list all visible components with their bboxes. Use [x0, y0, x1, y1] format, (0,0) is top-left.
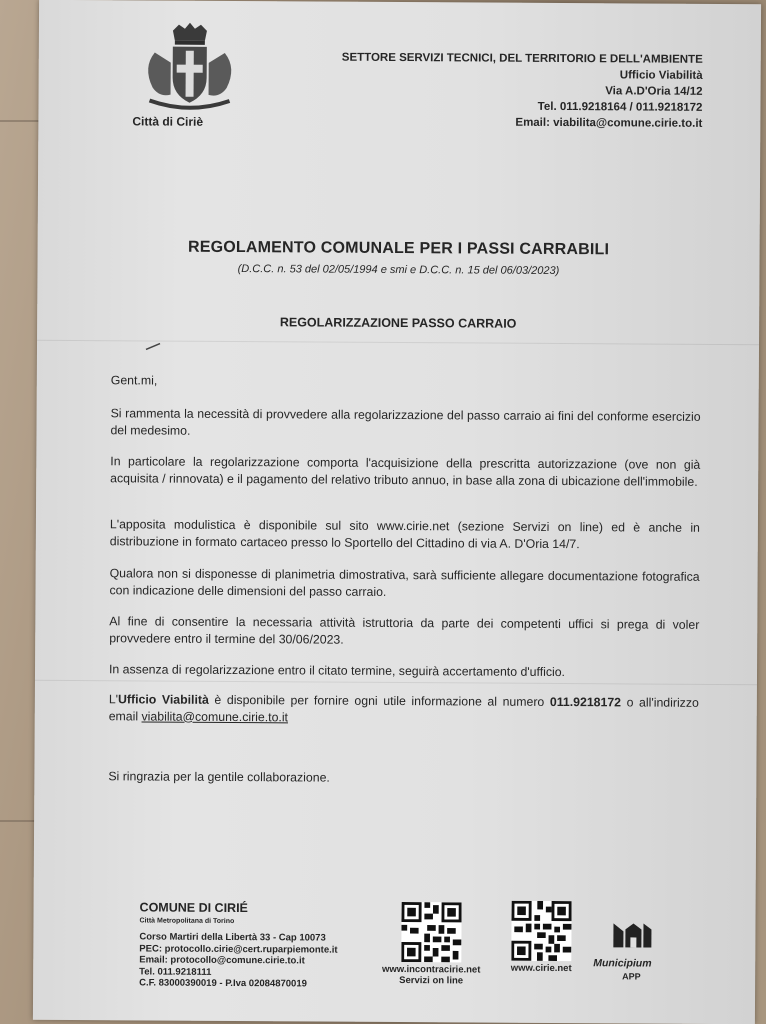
office-phone: Tel. 011.9218164 / 011.9218172	[537, 100, 703, 114]
tile-joint	[0, 120, 40, 122]
qr1-url: www.incontracirie.net	[381, 963, 481, 976]
paragraph-7	[109, 691, 699, 728]
footer-comune: COMUNE DI CIRIÉ	[139, 900, 248, 916]
paragraph-5: Al fine di consentire la necessaria attività istruttoria da parte dei competenti uffici si prega di voler provvedere entro il termine del 30/06/2023.	[109, 614, 700, 647]
qr1-label	[373, 964, 489, 987]
office-address: Via A.D'Oria 14/12	[605, 85, 703, 98]
qr-code-incontracirie[interactable]	[401, 902, 461, 962]
footer-address: Corso Martiri della Libertà 33 - Cap 10073	[139, 931, 326, 944]
document-title: REGOLAMENTO COMUNALE PER I PASSI CARRABILI	[187, 238, 610, 259]
footer-email: Email: protocollo@comune.cirie.to.it	[139, 954, 305, 967]
footer-tel: Tel. 011.9218111	[139, 965, 212, 978]
department-name: SETTORE SERVIZI TECNICI, DEL TERRITORIO E DELL'AMBIENTE	[341, 51, 703, 66]
p7-pre: L'	[108, 692, 119, 707]
paragraph-3: L'apposita modulistica è disponibile sul sito www.cirie.net (sezione Servizi on line) ed è anche in distribuzione in formato cartaceo presso lo Sportello del Cittadino di via A. D'Oria 14/7.	[109, 517, 700, 551]
paragraph-6: In assenza di regolarizzazione entro il citato termine, seguirà accertamento d'ufficio.	[108, 662, 566, 680]
closing: Si ringrazia per la gentile collaborazione.	[108, 769, 330, 785]
document-subtitle: (D.C.C. n. 53 del 02/05/1994 e smi e D.C.C. n. 15 del 06/03/2023)	[237, 263, 560, 277]
greeting: Gent.mi,	[110, 373, 158, 388]
office-header	[341, 50, 702, 132]
contact-phone: 011.9218172	[549, 694, 622, 710]
footer-contact-block	[139, 902, 338, 990]
qr-code-cirie-net[interactable]	[511, 901, 571, 961]
municipium-app-label: APP	[622, 971, 641, 982]
municipium-app-name: Municipium	[593, 957, 652, 970]
qr1-caption: Servizi on line	[399, 975, 464, 987]
p7-mid: è disponibile per fornire ogni utile informazione al numero	[208, 692, 550, 709]
paragraph-2: In particolare la regolarizzazione comporta l'acquisizione della prescritta autorizzazione (ove non già acquisita / rinnovata) e il pagamento del relativo tributo annuo, in base alla zona di ubicazione dell'immobile.	[110, 454, 701, 489]
document-subject: REGOLARIZZAZIONE PASSO CARRAIO	[279, 315, 517, 331]
municipium-logo-icon	[611, 919, 653, 949]
paragraph-4: Qualora non si disponesse di planimetria dimostrativa, sarà sufficiente allegare documentazione fotografica con indicazione delle dimensioni del passo carraio.	[109, 566, 700, 599]
footer-cf: C.F. 83000390019 - P.Iva 02084870019	[139, 977, 307, 990]
contact-email-link[interactable]: viabilita@comune.cirie.to.it	[141, 708, 289, 724]
city-name: Città di Ciriè	[132, 114, 204, 129]
office-email: Email: viabilita@comune.cirie.to.it	[515, 116, 703, 130]
office-name-bold: Ufficio Viabilità	[117, 692, 209, 707]
office-name: Ufficio Viabilità	[619, 69, 703, 82]
footer-metro: Città Metropolitana di Torino	[139, 916, 235, 925]
p7-post: o all'indirizzo email	[108, 695, 699, 723]
qr2-label: www.cirie.net	[510, 962, 572, 975]
paragraph-1: Si rammenta la necessità di provvedere alla regolarizzazione del passo carraio ai fini del conforme esercizio del medesimo.	[110, 406, 701, 438]
pen-mark	[145, 342, 161, 350]
city-crest-logo	[134, 22, 245, 113]
footer-pec: PEC: protocollo.cirie@cert.ruparpiemonte.it	[139, 942, 338, 956]
letter-page	[33, 0, 761, 1024]
